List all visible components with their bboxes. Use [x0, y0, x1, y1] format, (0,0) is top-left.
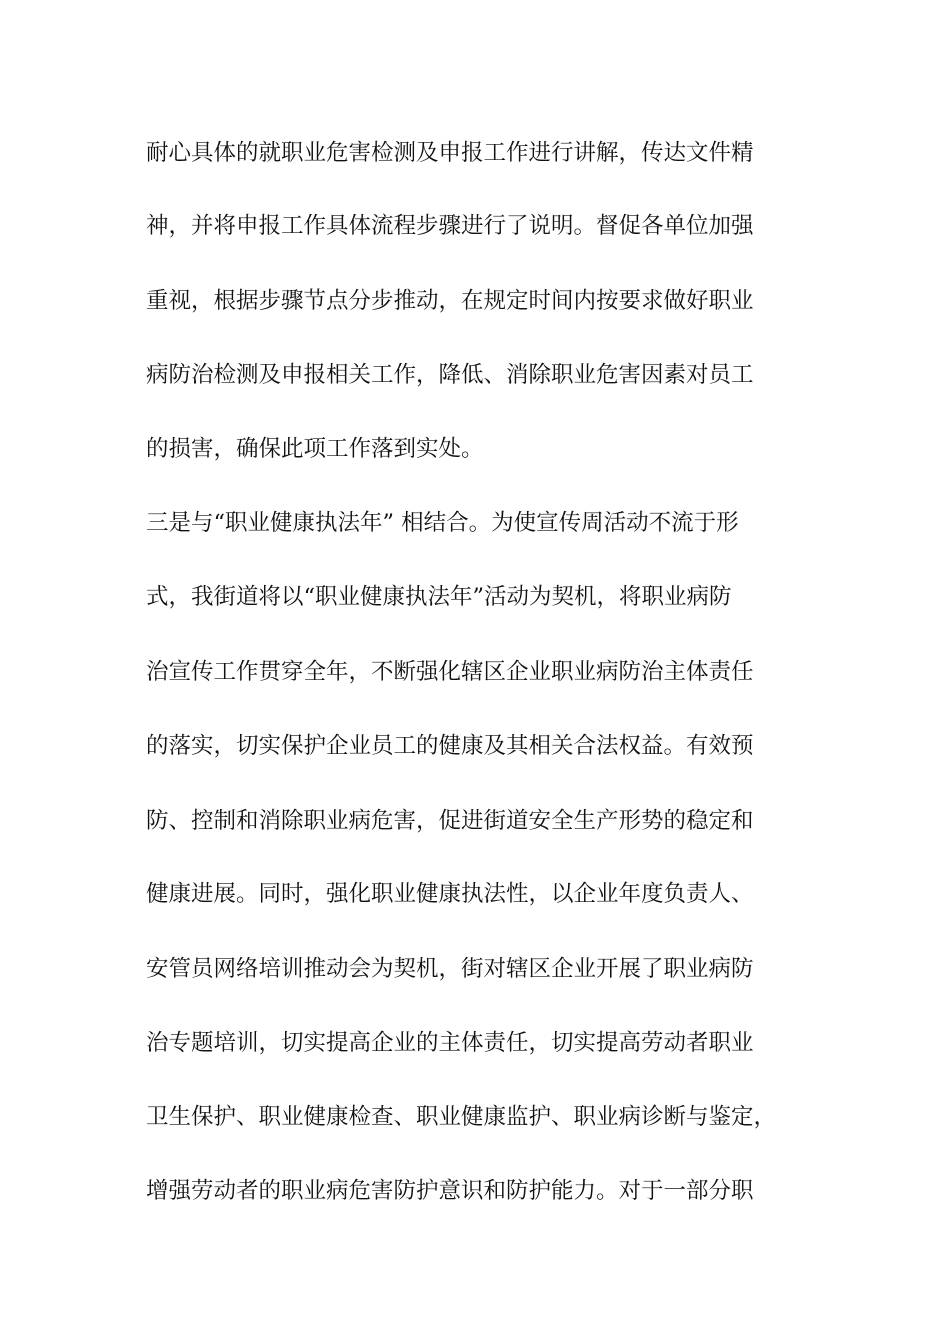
text-line: 治宣传工作贯穿全年，不断强化辖区企业职业病防治主体责任	[146, 659, 754, 685]
text-line: 重视，根据步骤节点分步推动，在规定时间内按要求做好职业	[146, 288, 754, 314]
text-line: 式，我街道将以“职业健康执法年”活动为契机，将职业病防	[146, 584, 732, 610]
text-line: 神，并将申报工作具体流程步骤进行了说明。督促各单位加强	[146, 213, 754, 239]
text-line: 耐心具体的就职业危害检测及申报工作进行讲解，传达文件精	[146, 140, 754, 166]
text-line: 三是与“职业健康执法年” 相结合。为使宣传周活动不流于形	[146, 510, 739, 536]
text-line: 防、控制和消除职业病危害，促进街道安全生产形势的稳定和	[146, 808, 754, 834]
text-line: 卫生保护、职业健康检查、职业健康监护、职业病诊断与鉴定，	[146, 1104, 777, 1130]
text-line: 病防治检测及申报相关工作，降低、消除职业危害因素对员工	[146, 362, 754, 388]
text-line: 的损害，确保此项工作落到实处。	[146, 436, 484, 462]
text-line: 增强劳动者的职业病危害防护意识和防护能力。对于一部分职	[146, 1178, 754, 1204]
text-line: 健康进展。同时，强化职业健康执法性，以企业年度负责人、	[146, 881, 754, 907]
text-line: 安管员网络培训推动会为契机，街对辖区企业开展了职业病防	[146, 956, 754, 982]
text-line: 的落实，切实保护企业员工的健康及其相关合法权益。有效预	[146, 733, 754, 759]
text-line: 治专题培训，切实提高企业的主体责任，切实提高劳动者职业	[146, 1030, 754, 1056]
